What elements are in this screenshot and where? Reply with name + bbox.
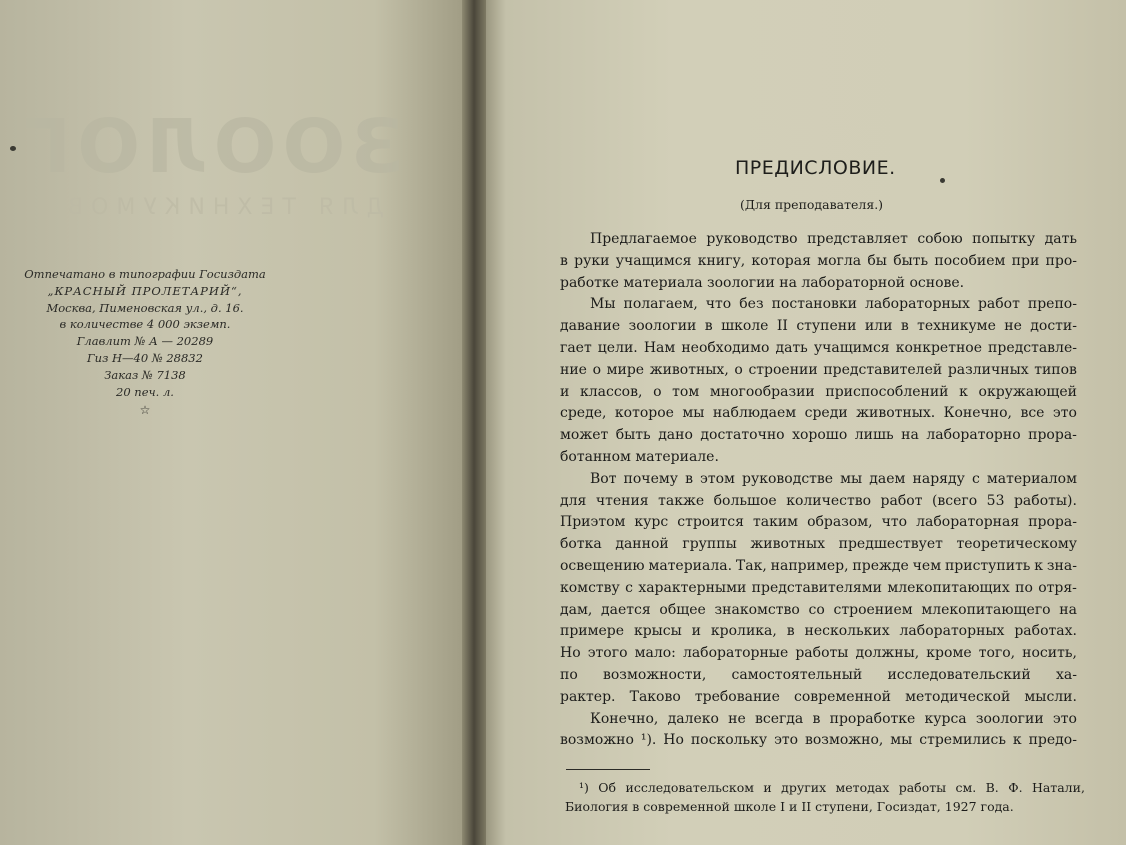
text-line: комству с характерными представителями млекопитающих по отря-	[560, 579, 1077, 596]
text-line: возможно ¹). Но поскольку это возможно, мы стремились к предо-	[560, 732, 1077, 749]
text-line: Предлагаемое руководство представляет собою попытку дать	[590, 231, 1077, 247]
text-line: примере крысы и кролика, в нескольких лабораторных работах.	[560, 623, 1077, 640]
imprint-line: Москва, Пименовская ул., д. 16.	[46, 300, 244, 315]
star-icon: ☆	[139, 403, 151, 418]
text-line: ботанном материале.	[560, 448, 719, 465]
text-line: Приэтом курс строится таким образом, что лабораторная прора-	[560, 514, 1077, 531]
text-line: ¹) Об исследовательском и других методах работы см. В. Ф. Натали,	[579, 780, 1085, 795]
imprint-line: в количестве 4 000 экземп.	[59, 317, 231, 332]
ink-speck	[940, 178, 945, 183]
text-line: может быть дано достаточно хорошо лишь на лабораторно прора-	[560, 427, 1077, 444]
imprint-line: „КРАСНЫЙ ПРОЛЕТАРИЙ“,	[47, 283, 243, 298]
text-line: давание зоологии в школе II ступени или в техникуме не дости-	[560, 318, 1077, 335]
imprint-line: Отпечатано в типографии Госиздата	[24, 267, 266, 281]
text-line: освещению материала. Так, например, прежде чем приступить к зна-	[560, 557, 1077, 574]
imprint-line: Заказ № 7138	[104, 367, 186, 382]
imprint-line: Главлит № А — 20289	[76, 334, 214, 349]
text-line: среде, которое мы наблюдаем среди животных. Конечно, все это	[560, 405, 1077, 422]
show-through-title: ЗООЛОГ	[18, 104, 404, 190]
text-line: дам, дается общее знакомство со строением млекопитающего на	[560, 601, 1077, 618]
show-through-subtitle: ДЛЯ ТЕХНИКУМОВ	[60, 195, 384, 220]
printing-imprint	[6, 266, 284, 419]
footnote	[565, 778, 1085, 816]
book-gutter	[462, 0, 486, 845]
text-line: и классов, о том многообразии приспособлений к окружающей	[560, 383, 1077, 400]
page-heading: ПРЕДИСЛОВИЕ.	[735, 157, 896, 179]
preface-body	[560, 229, 1077, 752]
text-line: для чтения также большое количество работ (всего 53 работы).	[560, 492, 1077, 509]
page-subheading: (Для преподавателя.)	[740, 197, 884, 212]
text-line: ние о мире животных, о строении представителей различных типов	[560, 361, 1077, 378]
imprint-line: 20 печ. л.	[116, 384, 174, 399]
text-line: Биология в современной школе I и II ступени, Госиздат, 1927 года.	[565, 799, 1014, 814]
text-line: Конечно, далеко не всегда в проработке курса зоологии это	[590, 710, 1077, 727]
text-line: ботка данной группы животных предшествует теоретическому	[560, 536, 1077, 553]
footnote-divider	[566, 769, 650, 770]
text-line: по возможности, самостоятельный исследовательский ха-	[560, 666, 1077, 683]
text-line: Вот почему в этом руководстве мы даем наряду с материалом	[590, 470, 1077, 487]
text-line: в руки учащимся книгу, которая могла бы быть пособием при про-	[560, 252, 1077, 269]
text-line: рактер. Таково требование современной методической мысли.	[560, 688, 1077, 705]
ink-speck	[10, 146, 16, 151]
text-line: гает цели. Нам необходимо дать учащимся конкретное представле-	[560, 339, 1077, 356]
text-line: работке материала зоологии на лабораторной основе.	[560, 274, 965, 291]
imprint-line: Гиз Н—40 № 28832	[87, 350, 203, 365]
text-line: Мы полагаем, что без постановки лабораторных работ препо-	[590, 296, 1077, 313]
text-line: Но этого мало: лабораторные работы должны, кроме того, носить,	[560, 645, 1077, 662]
